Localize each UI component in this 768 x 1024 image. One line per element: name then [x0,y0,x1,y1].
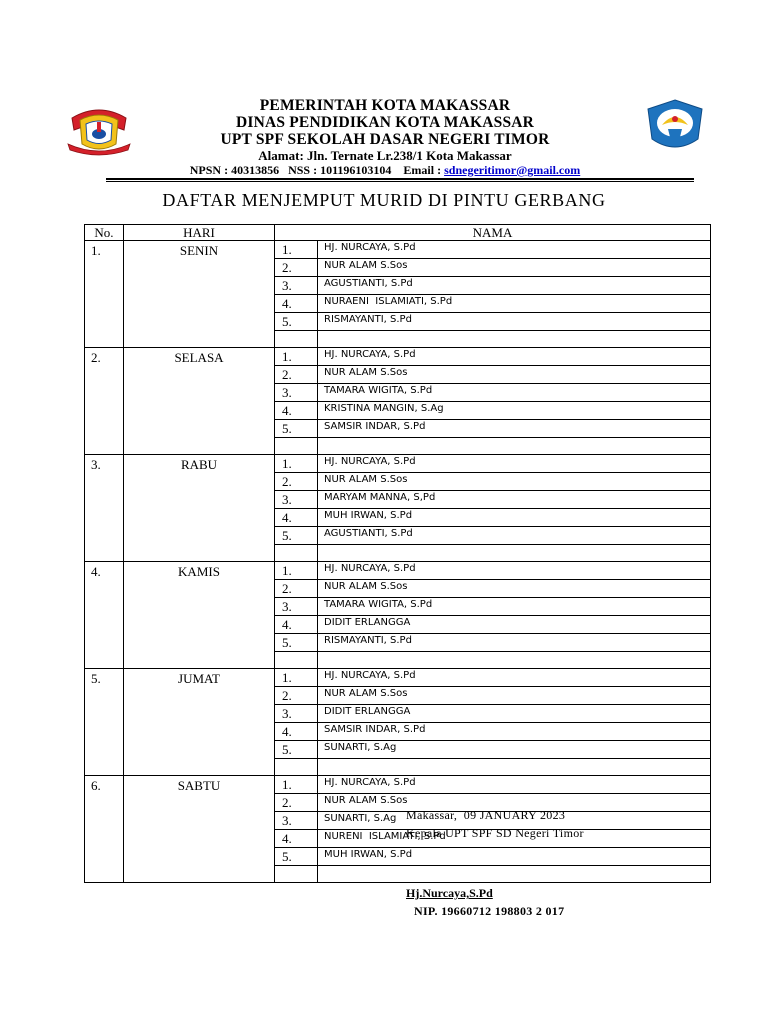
teacher-name: HJ. NURCAYA, S.Pd [318,562,711,580]
teacher-name: TAMARA WIGITA, S.Pd [318,384,711,402]
row-names-cell [275,241,711,348]
name-index: 2. [275,366,318,384]
name-row [275,562,710,580]
letterhead-rule-thick [106,178,694,180]
row-number: 4. [85,562,124,669]
name-row [275,259,710,277]
spacer-cell [275,331,318,348]
teacher-name: RISMAYANTI, S.Pd [318,634,711,652]
signature-position: Kepala UPT SPF SD Negeri Timor [406,826,584,840]
teacher-name: SUNARTI, S.Ag [318,812,711,830]
names-list [275,562,710,668]
name-index: 3. [275,812,318,830]
header-nama: NAMA [275,225,711,241]
name-index: 2. [275,794,318,812]
signature-place-date: Makassar, 09 JANUARY 2023 [406,808,566,822]
name-index: 1. [275,241,318,259]
name-row [275,295,710,313]
letterhead-line-2: DINAS PENDIDIKAN KOTA MAKASSAR [235,114,535,131]
table-row [85,562,711,669]
name-row [275,848,710,866]
name-row [275,509,710,527]
name-row [275,313,710,331]
name-index: 4. [275,402,318,420]
teacher-name: DIDIT ERLANGGA [318,705,711,723]
teacher-name: HJ. NURCAYA, S.Pd [318,669,711,687]
name-row [275,634,710,652]
spacer-cell [275,545,318,562]
teacher-name: SAMSIR INDAR, S.Pd [318,420,711,438]
name-index: 3. [275,277,318,295]
table-row [85,669,711,776]
name-index: 5. [275,634,318,652]
document-title: DAFTAR MENJEMPUT MURID DI PINTU GERBANG [162,190,606,210]
name-row [275,420,710,438]
teacher-name: HJ. NURCAYA, S.Pd [318,776,711,794]
table-row [85,348,711,455]
name-index: 4. [275,723,318,741]
name-row [275,491,710,509]
row-day: KAMIS [124,562,275,669]
name-index: 1. [275,455,318,473]
names-list [275,348,710,454]
name-row [275,473,710,491]
name-index: 5. [275,420,318,438]
pickup-schedule-table [84,224,711,883]
name-index: 2. [275,259,318,277]
name-index: 4. [275,616,318,634]
name-index: 3. [275,598,318,616]
letterhead-rule-thin [106,181,694,182]
name-row [275,669,710,687]
teacher-name: SUNARTI, S.Ag [318,741,711,759]
name-index: 1. [275,562,318,580]
name-row [275,598,710,616]
teacher-name: SAMSIR INDAR, S.Pd [318,723,711,741]
names-list [275,455,710,561]
teacher-name: KRISTINA MANGIN, S.Ag [318,402,711,420]
teacher-name: NUR ALAM S.Sos [318,794,711,812]
name-index: 3. [275,491,318,509]
row-number: 2. [85,348,124,455]
spacer-cell [318,438,711,455]
teacher-name: AGUSTIANTI, S.Pd [318,277,711,295]
name-index: 1. [275,348,318,366]
name-index: 5. [275,313,318,331]
name-index: 2. [275,473,318,491]
letterhead-line-3: UPT SPF SEKOLAH DASAR NEGERI TIMOR [220,131,550,148]
name-row [275,741,710,759]
teacher-name: HJ. NURCAYA, S.Pd [318,348,711,366]
row-day: SABTU [124,776,275,883]
teacher-name: HJ. NURCAYA, S.Pd [318,455,711,473]
teacher-name: MUH IRWAN, S.Pd [318,509,711,527]
names-list [275,241,710,347]
spacer-row [275,652,710,669]
name-index: 3. [275,705,318,723]
spacer-cell [318,866,711,883]
teacher-name: MARYAM MANNA, S,Pd [318,491,711,509]
teacher-name: NUR ALAM S.Sos [318,259,711,277]
spacer-cell [318,331,711,348]
spacer-row [275,866,710,883]
letterhead-ids [110,163,660,178]
row-number: 6. [85,776,124,883]
table-header-row [85,225,711,241]
row-day: SENIN [124,241,275,348]
row-number: 1. [85,241,124,348]
table-row [85,776,711,883]
teacher-name: TAMARA WIGITA, S.Pd [318,598,711,616]
teacher-name: HJ. NURCAYA, S.Pd [318,241,711,259]
row-names-cell [275,455,711,562]
signature-nip: NIP. 19660712 198803 2 017 [414,904,565,918]
tut-wuri-handayani-logo [640,99,710,153]
spacer-cell [318,652,711,669]
row-day: RABU [124,455,275,562]
spacer-row [275,545,710,562]
signature-name: Hj.Nurcaya,S.Pd [406,886,493,900]
name-index: 2. [275,580,318,598]
table-row [85,241,711,348]
row-names-cell [275,669,711,776]
name-row [275,277,710,295]
row-day: JUMAT [124,669,275,776]
teacher-name: MUH IRWAN, S.Pd [318,848,711,866]
name-row [275,348,710,366]
teacher-name: AGUSTIANTI, S.Pd [318,527,711,545]
teacher-name: DIDIT ERLANGGA [318,616,711,634]
row-day: SELASA [124,348,275,455]
name-index: 4. [275,509,318,527]
name-row [275,455,710,473]
teacher-name: RISMAYANTI, S.Pd [318,313,711,331]
name-index: 3. [275,384,318,402]
name-index: 2. [275,687,318,705]
spacer-row [275,438,710,455]
spacer-cell [275,759,318,776]
name-row [275,705,710,723]
name-row [275,580,710,598]
names-list [275,669,710,775]
name-row [275,687,710,705]
row-number: 3. [85,455,124,562]
email-link[interactable]: sdnegeritimor@gmail.com [444,163,581,177]
spacer-cell [275,438,318,455]
spacer-row [275,759,710,776]
signature-block [406,806,584,842]
letterhead-id-numbers: NPSN : 40313856 NSS : 101196103104 Email : [189,163,445,177]
spacer-cell [318,545,711,562]
name-index: 4. [275,830,318,848]
name-row [275,616,710,634]
teacher-name: NUR ALAM S.Sos [318,473,711,491]
name-index: 4. [275,295,318,313]
name-row [275,366,710,384]
spacer-row [275,331,710,348]
teacher-name: NUR ALAM S.Sos [318,580,711,598]
table-row [85,455,711,562]
letterhead-address: Alamat: Jln. Ternate Lr.238/1 Kota Makassar [258,148,512,163]
spacer-cell [275,652,318,669]
letterhead [110,97,660,178]
header-no: No. [85,225,124,241]
name-row [275,723,710,741]
name-index: 1. [275,669,318,687]
teacher-name: NUR ALAM S.Sos [318,687,711,705]
teacher-name: NURENI ISLAMIATI, S.Pd [318,830,711,848]
name-row [275,527,710,545]
spacer-cell [275,866,318,883]
name-index: 5. [275,741,318,759]
name-row [275,402,710,420]
name-row [275,776,710,794]
spacer-cell [318,759,711,776]
teacher-name: NURAENI ISLAMIATI, S.Pd [318,295,711,313]
name-index: 5. [275,848,318,866]
header-hari: HARI [124,225,275,241]
teacher-name: NUR ALAM S.Sos [318,366,711,384]
name-index: 5. [275,527,318,545]
name-index: 1. [275,776,318,794]
name-row [275,384,710,402]
name-row [275,241,710,259]
row-names-cell [275,348,711,455]
row-number: 5. [85,669,124,776]
row-names-cell [275,562,711,669]
letterhead-line-1: PEMERINTAH KOTA MAKASSAR [259,97,511,114]
